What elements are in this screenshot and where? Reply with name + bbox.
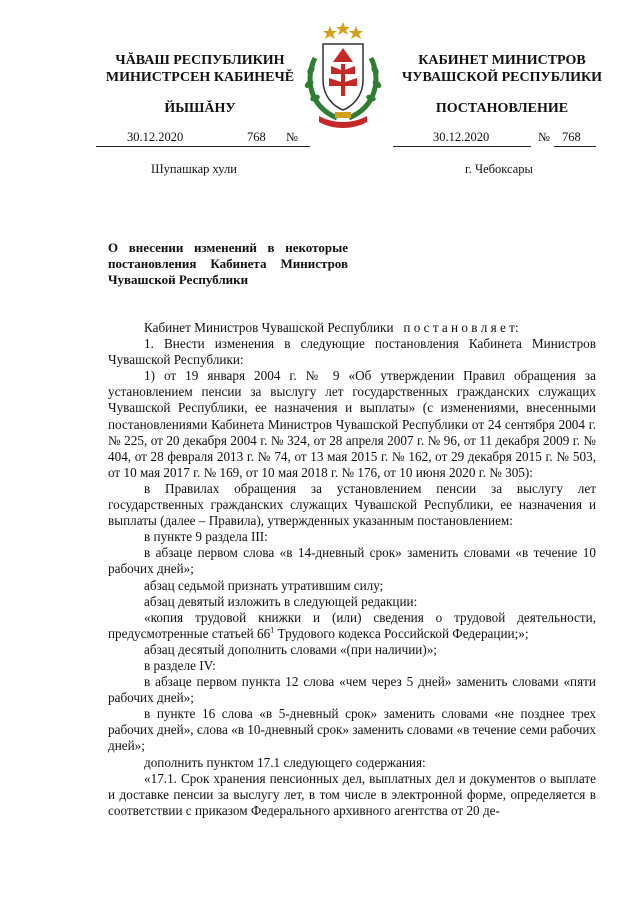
paragraph-12: в пункте 16 слова «в 5-дневный срок» заменить словами «не позднее трех рабочих дней», слова «в 10-дневный срок» заменить словами «в течение семи рабочих дней»; (108, 706, 596, 754)
superscript-1: 1 (270, 625, 275, 635)
paragraph-14: «17.1. Срок хранения пенсионных дел, выплатных дел и документов о выплате и доставке пенсии за выслугу лет, в том числе в электронной форме, определяется в соответствии с приказом Федерального архивного агентства от 20 де- (108, 770, 596, 818)
document-title: О внесении изменений в некоторые постановления Кабинета Министров Чувашской Республики (108, 240, 348, 287)
right-org-name (392, 52, 612, 86)
paragraph-9: абзац десятый дополнить словами «(при наличии)»; (144, 641, 438, 657)
left-city: Шупашкар хули (151, 162, 237, 176)
left-number-sign: № (286, 130, 298, 144)
left-doc-type: ЙЫШĂНУ (164, 101, 236, 116)
paragraph-7: абзац девятый изложить в следующей редакции: (144, 593, 418, 609)
paragraph-1: 1. Внести изменения в следующие постановления Кабинета Министров Чувашской Республики: (108, 336, 596, 368)
paragraph-3: в Правилах обращения за установлением пенсии за выслугу лет государственных гражданских служащих Чувашской Республики, ее назначения и выплаты (далее – Правила), утвержденных указанным постановлением: (108, 480, 596, 529)
right-date: 30.12.2020 (433, 130, 490, 144)
right-number: 768 (562, 130, 581, 144)
left-number: 768 (247, 130, 266, 144)
paragraph-8 (108, 610, 596, 642)
right-number-sign: № (538, 130, 550, 144)
document-body (108, 320, 596, 819)
paragraph-8-part-a: «копия трудовой книжки и (или) сведения о трудовой деятельности, предусмотренные статьей 66 (108, 609, 596, 641)
paragraph-2: 1) от 19 января 2004 г. № 9 «Об утверждении Правил обращения за установлением пенсии за выслугу лет государственных гражданских служащих Чувашской Республики, ее назначения и выплаты» (с изменениями, внесенными постановлениями Кабинета Министров Чувашской Республики от 24 сентября 2004 г. № 225, от 20 декабря 2004 г. № 324, от 28 апреля 2007 г. № 96, от 11 декабря 2009 г. № 404, от 28 февраля 2013 г. № 74, от 13 мая 2015 г. № 162, от 29 декабря 2015 г. № 503, от 10 мая 2017 г. № 169, от 10 мая 2018 г. № 176, от 10 июня 2020 г. № 305): (108, 368, 596, 480)
paragraph-10: в разделе IV: (144, 657, 216, 673)
left-org-line2: МИНИСТРСЕН КАБИНЕЧĚ (105, 70, 295, 85)
coat-of-arms-emblem (297, 18, 389, 130)
left-date: 30.12.2020 (127, 130, 184, 144)
intro-paragraph (108, 320, 596, 336)
paragraph-4: в пункте 9 раздела III: (144, 529, 268, 545)
intro-postanovlyaet: п о с т а н о в л я е т: (403, 320, 519, 335)
right-org-line2: ЧУВАШСКОЙ РЕСПУБЛИКИ (401, 70, 603, 85)
right-org-line1: КАБИНЕТ МИНИСТРОВ (418, 53, 586, 68)
paragraph-11: в абзаце первом пункта 12 слова «чем через 5 дней» заменить словами «пяти рабочих дней»; (108, 674, 596, 706)
intro-prefix: Кабинет Министров Чувашской Республики (144, 320, 394, 335)
paragraph-8-part-b: Трудового кодекса Российской Федерации;»; (274, 625, 529, 641)
left-org-name (90, 52, 310, 86)
paragraph-6: абзац седьмой признать утратившим силу; (144, 577, 384, 593)
paragraph-13: дополнить пунктом 17.1 следующего содержания: (144, 754, 426, 770)
right-doc-type: ПОСТАНОВЛЕНИЕ (435, 101, 569, 116)
paragraph-5: в абзаце первом слова «в 14-дневный срок» заменить словами «в течение 10 рабочих дней»; (108, 545, 596, 577)
right-city: г. Чебоксары (465, 162, 533, 176)
left-org-line1: ЧĂВАШ РЕСПУБЛИКИН (115, 53, 285, 68)
